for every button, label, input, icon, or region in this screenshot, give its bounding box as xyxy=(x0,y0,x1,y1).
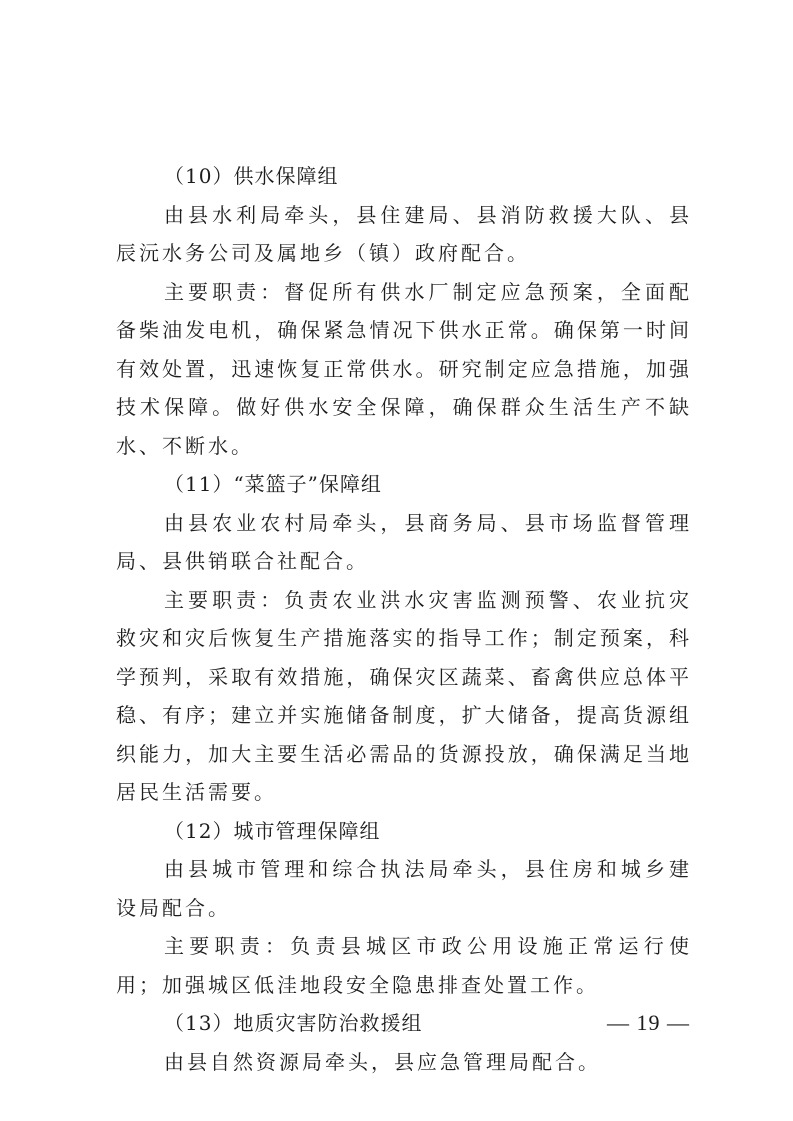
page-number: — 19 — xyxy=(607,1010,690,1035)
paragraph-geological-disaster-lead: 由县自然资源局牵头，县应急管理局配合。 xyxy=(164,1049,601,1074)
paragraph-water-supply-duties: 主要职责：督促所有供水厂制定应急预案，全面配备柴油发电机，确保紧急情况下供水正常。确保第一时间有效处置，迅速恢复正常供水。研究制定应急措施，加强技术保障。做好供水安全保障，确保群众生活生产不缺水、不断水。 xyxy=(116,279,692,458)
paragraph-water-supply-lead: 由县水利局牵头，县住建局、县消防救援大队、县辰沅水务公司及属地乡（镇）政府配合。 xyxy=(116,202,692,265)
section-heading-geological-disaster: （13）地质灾害防治救援组 xyxy=(164,1011,423,1035)
paragraph-city-management-duties: 主要职责：负责县城区市政公用设施正常运行使用；加强城区低洼地段安全隐患排查处置工作。 xyxy=(116,934,692,997)
document-body xyxy=(116,157,692,1081)
paragraph-city-management-lead: 由县城市管理和综合执法局牵头，县住房和城乡建设局配合。 xyxy=(116,857,692,920)
paragraph-vegetable-basket-duties: 主要职责：负责农业洪水灾害监测预警、农业抗灾救灾和灾后恢复生产措施落实的指导工作；制定预案，科学预判，采取有效措施，确保灾区蔬菜、畜禽供应总体平稳、有序；建立并实施储备制度，扩大储备，提高货源组织能力，加大主要生活必需品的货源投放，确保满足当地居民生活需要。 xyxy=(116,587,692,804)
section-heading-city-management: （12）城市管理保障组 xyxy=(164,818,381,843)
section-heading-water-supply: （10）供水保障组 xyxy=(164,164,339,188)
paragraph-vegetable-basket-lead: 由县农业农村局牵头，县商务局、县市场监督管理局、县供销联合社配合。 xyxy=(116,510,692,573)
section-heading-vegetable-basket: （11）“菜篮子”保障组 xyxy=(164,472,382,496)
